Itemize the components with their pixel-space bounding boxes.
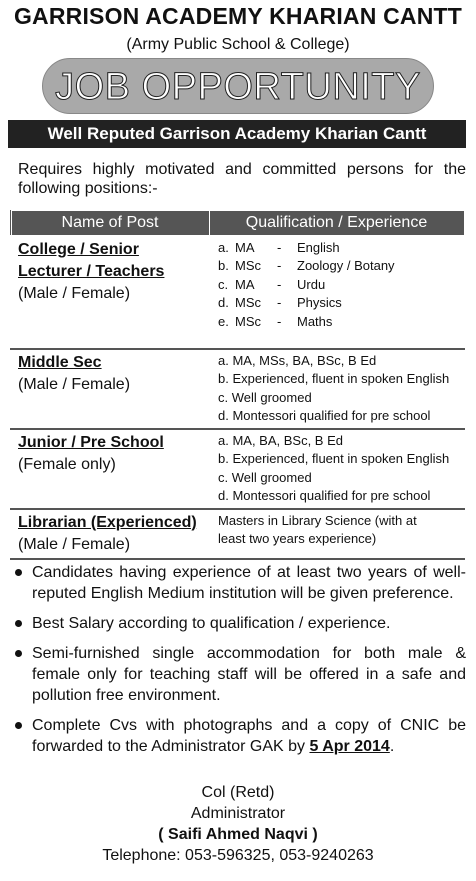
deadline-date: 5 Apr 2014 [309, 738, 390, 755]
post-gender: (Female only) [18, 455, 116, 473]
academy-bar: Well Reputed Garrison Academy Kharian Cantt [8, 120, 466, 148]
qualification-item: b. MSc - Zoology / Botany [218, 258, 395, 273]
post-cell [11, 349, 209, 429]
qualification-item: c. MA - Urdu [218, 276, 326, 292]
page-title: GARRISON ACADEMY KHARIAN CANTT [13, 3, 463, 29]
qualification-item: a. MA - English [218, 239, 340, 255]
qualification-item: d. Montessori qualified for pre school [218, 488, 431, 503]
qualification-item: d. Montessori qualified for pre school [218, 408, 431, 423]
bullet-icon [15, 569, 22, 576]
table-row [11, 509, 464, 559]
qualification-item: a. MA, MSs, BA, BSc, B Ed [218, 352, 377, 368]
header-name-of-post: Name of Post [11, 211, 209, 236]
signature-block [0, 782, 476, 866]
qualification-item: a. MA, BA, BSc, B Ed [218, 432, 343, 448]
post-gender: (Male / Female) [18, 284, 131, 302]
signature-role: Administrator [190, 805, 286, 822]
qualification-cell [209, 349, 464, 429]
post-cell [11, 236, 209, 349]
bullet-list [12, 562, 466, 766]
qualification-item: d. MSc - Physics [218, 295, 342, 310]
job-banner [42, 58, 434, 114]
list-item: Candidates having experience of at least two years of well-reputed English Medium institution will be given preference. [12, 562, 466, 604]
table-row [11, 349, 464, 429]
qualification-cell [209, 429, 464, 509]
header-qualification: Qualification / Experience [209, 211, 464, 236]
qualification-item: b. Experienced, fluent in spoken English [218, 451, 450, 466]
qualification-cell [209, 236, 464, 349]
job-banner-text: JOB OPPORTUNITY [55, 66, 421, 108]
qualification-item: b. Experienced, fluent in spoken English [218, 371, 450, 386]
post-gender: (Male / Female) [18, 375, 131, 393]
qualification-cell [209, 509, 464, 559]
bullet-icon [15, 650, 22, 657]
bullet-icon [15, 620, 22, 627]
intro-text: Requires highly motivated and committed persons for the following positions:- [18, 161, 466, 197]
post-title: Middle Sec [18, 353, 102, 371]
list-item: Semi-furnished single accommodation for both male & female only for teaching staff will be offered in a safe and pollution free environment. [12, 643, 466, 706]
list-item: Complete Cvs with photographs and a copy of CNIC be forwarded to the Administrator GAK by 5 Apr 2014. [12, 715, 466, 757]
post-gender: (Male / Female) [18, 535, 131, 553]
qualification-item: c. Well groomed [218, 389, 312, 405]
qualification-item: e. MSc - Maths [218, 313, 333, 329]
post-title: Librarian (Experienced) [18, 513, 197, 531]
qualification-item: c. Well groomed [218, 469, 312, 485]
table-row [11, 429, 464, 509]
table-row [11, 236, 464, 349]
qualification-item: Masters in Library Science (with at least two years experience) [218, 512, 417, 546]
signature-name: ( Saifi Ahmed Naqvi ) [158, 826, 318, 843]
post-title: College / Senior Lecturer / Teachers [18, 240, 165, 280]
positions-table [10, 210, 465, 560]
bullet-icon [15, 722, 22, 729]
telephone: Telephone: 053-596325, 053-9240263 [102, 847, 374, 864]
page-subtitle: (Army Public School & College) [126, 36, 350, 53]
signature-rank: Col (Retd) [201, 784, 275, 801]
post-cell [11, 429, 209, 509]
post-title: Junior / Pre School [18, 433, 164, 451]
list-item: Best Salary according to qualification / experience. [12, 613, 466, 634]
post-cell [11, 509, 209, 559]
